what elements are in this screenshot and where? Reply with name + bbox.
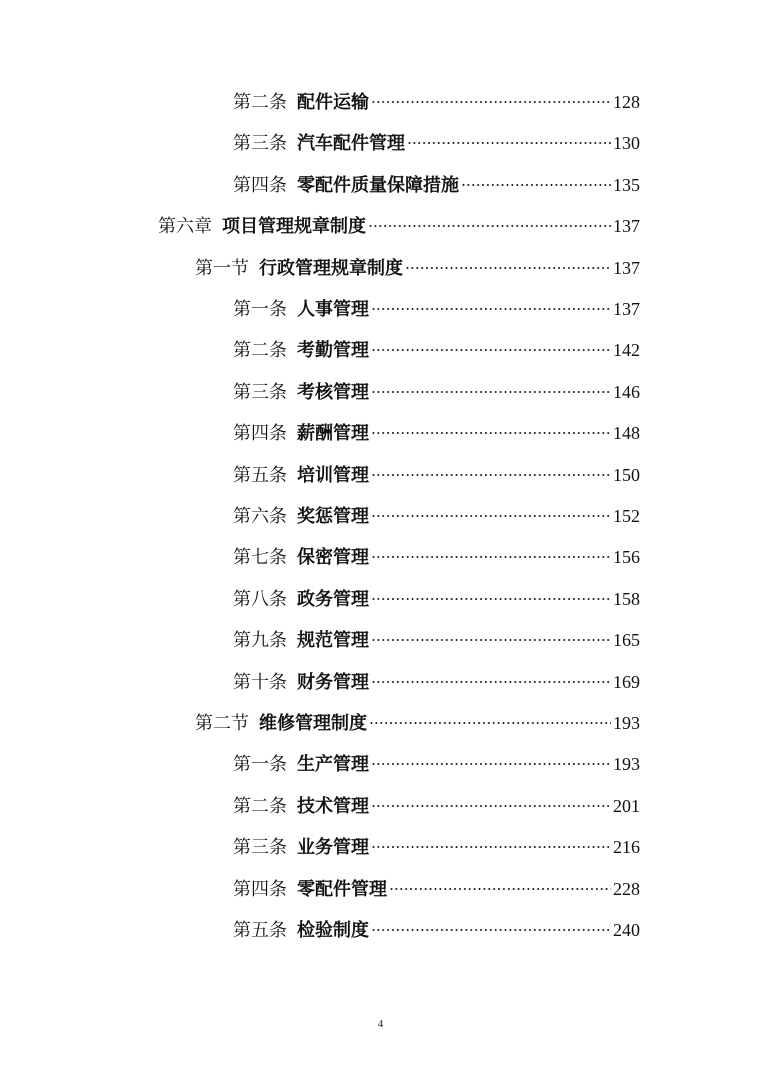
toc-entry-title: 考核管理 bbox=[297, 381, 369, 403]
toc-entry-title: 保密管理 bbox=[297, 547, 369, 569]
dot-leader bbox=[371, 928, 611, 932]
toc-entry-article bbox=[233, 378, 640, 406]
toc-entry-section bbox=[195, 254, 640, 282]
toc-entry-chapter bbox=[158, 212, 640, 240]
toc-entry-title: 技术管理 bbox=[297, 795, 369, 817]
toc-entry-title: 人事管理 bbox=[297, 299, 369, 320]
toc-entry-page: 142 bbox=[613, 340, 640, 361]
toc-entry-number: 第二条 bbox=[233, 795, 287, 817]
toc-entry-article bbox=[233, 129, 640, 157]
toc-entry-number: 第一条 bbox=[233, 299, 287, 320]
toc-entry-title: 检验制度 bbox=[297, 920, 369, 941]
toc-entry-page: 158 bbox=[613, 588, 640, 609]
toc-entry-page: 146 bbox=[613, 381, 640, 402]
toc-entry-number: 第五条 bbox=[233, 464, 287, 486]
toc-entry-article bbox=[233, 792, 640, 820]
toc-entry-number: 第二节 bbox=[195, 713, 249, 734]
toc-entry-number: 第六条 bbox=[233, 506, 287, 527]
toc-entry-number: 第五条 bbox=[233, 920, 287, 941]
page-number: 4 bbox=[377, 1018, 384, 1030]
dot-leader bbox=[371, 638, 611, 642]
toc-entry-number: 第十条 bbox=[233, 671, 287, 693]
toc-entry-title: 项目管理规章制度 bbox=[222, 216, 366, 238]
toc-entry-title: 生产管理 bbox=[297, 754, 369, 776]
toc-entry-article bbox=[233, 916, 640, 944]
dot-leader bbox=[461, 183, 611, 187]
dot-leader bbox=[371, 804, 611, 808]
toc-entry-number: 第二条 bbox=[233, 92, 287, 113]
toc-entry-page: 135 bbox=[613, 174, 640, 195]
toc-entry-title: 规范管理 bbox=[297, 630, 369, 652]
toc-entry-article bbox=[233, 668, 640, 696]
toc-entry-title: 薪酬管理 bbox=[297, 423, 369, 445]
toc-entry-article bbox=[233, 543, 640, 571]
toc-entry-number: 第一节 bbox=[195, 257, 249, 279]
toc-entry-title: 业务管理 bbox=[297, 837, 369, 859]
toc-entry-page: 130 bbox=[613, 133, 640, 154]
dot-leader bbox=[371, 307, 611, 311]
toc-entry-title: 奖惩管理 bbox=[297, 506, 369, 527]
toc-entry-page: 240 bbox=[613, 920, 640, 940]
toc-entry-section bbox=[195, 709, 640, 737]
toc-entry-article bbox=[233, 336, 640, 364]
toc-entry-number: 第三条 bbox=[233, 381, 287, 403]
toc-entry-number: 第三条 bbox=[233, 837, 287, 859]
toc-entry-number: 第四条 bbox=[233, 423, 287, 445]
toc-entry-title: 配件运输 bbox=[297, 92, 369, 113]
toc-entry-article bbox=[233, 750, 640, 778]
toc-entry-title: 培训管理 bbox=[297, 464, 369, 486]
toc-entry-page: 137 bbox=[613, 257, 640, 278]
toc-entry-number: 第九条 bbox=[233, 630, 287, 652]
toc-entry-page: 169 bbox=[613, 671, 640, 692]
toc-entry-number: 第八条 bbox=[233, 588, 287, 610]
toc-entry-article bbox=[233, 875, 640, 903]
toc-entry-page: 193 bbox=[613, 713, 640, 733]
toc-entry-title: 零配件管理 bbox=[297, 878, 387, 900]
dot-leader bbox=[371, 762, 611, 766]
toc-entry-page: 152 bbox=[613, 506, 640, 526]
toc-entry-number: 第七条 bbox=[233, 547, 287, 569]
dot-leader bbox=[371, 845, 611, 849]
dot-leader bbox=[389, 887, 611, 891]
toc-entry-article bbox=[233, 295, 640, 323]
dot-leader bbox=[371, 390, 611, 394]
dot-leader bbox=[369, 721, 611, 725]
dot-leader bbox=[371, 555, 611, 559]
toc-entry-page: 228 bbox=[613, 878, 640, 899]
dot-leader bbox=[371, 348, 611, 352]
toc-entry-article bbox=[233, 171, 640, 199]
toc-entry-page: 201 bbox=[613, 795, 640, 816]
toc-entry-number: 第四条 bbox=[233, 174, 287, 196]
toc-entry-number: 第六章 bbox=[158, 216, 212, 238]
toc-entry-page: 137 bbox=[613, 299, 640, 319]
dot-leader bbox=[407, 141, 611, 145]
dot-leader bbox=[371, 597, 611, 601]
dot-leader bbox=[371, 514, 611, 518]
toc-entry-title: 财务管理 bbox=[297, 671, 369, 693]
toc-entry-number: 第四条 bbox=[233, 878, 287, 900]
dot-leader bbox=[371, 100, 611, 104]
toc-entry-number: 第二条 bbox=[233, 340, 287, 362]
toc-entry-title: 政务管理 bbox=[297, 588, 369, 610]
toc-entry-page: 137 bbox=[613, 216, 640, 237]
toc-entry-title: 零配件质量保障措施 bbox=[297, 174, 459, 196]
toc-entry-article bbox=[233, 419, 640, 447]
toc-entry-article bbox=[233, 833, 640, 861]
toc-entry-page: 128 bbox=[613, 92, 640, 112]
toc-entry-title: 汽车配件管理 bbox=[297, 133, 405, 155]
toc-entry-page: 148 bbox=[613, 423, 640, 444]
dot-leader bbox=[371, 680, 611, 684]
dot-leader bbox=[371, 473, 611, 477]
toc-entry-number: 第三条 bbox=[233, 133, 287, 155]
toc-entry-article bbox=[233, 585, 640, 613]
toc-entry-page: 216 bbox=[613, 837, 640, 858]
toc-entry-title: 考勤管理 bbox=[297, 340, 369, 362]
toc-entry-article bbox=[233, 626, 640, 654]
toc-entry-title: 维修管理制度 bbox=[259, 713, 367, 734]
toc-entry-page: 165 bbox=[613, 630, 640, 651]
toc-entry-page: 156 bbox=[613, 547, 640, 568]
toc-entry-number: 第一条 bbox=[233, 754, 287, 776]
toc-entry-title: 行政管理规章制度 bbox=[259, 257, 403, 279]
dot-leader bbox=[368, 224, 611, 228]
toc-entry-article bbox=[233, 502, 640, 530]
toc-entry-page: 193 bbox=[613, 754, 640, 775]
toc-entry-article bbox=[233, 88, 640, 116]
dot-leader bbox=[405, 266, 611, 270]
toc-entry-article bbox=[233, 461, 640, 489]
dot-leader bbox=[371, 431, 611, 435]
toc-entry-page: 150 bbox=[613, 464, 640, 485]
